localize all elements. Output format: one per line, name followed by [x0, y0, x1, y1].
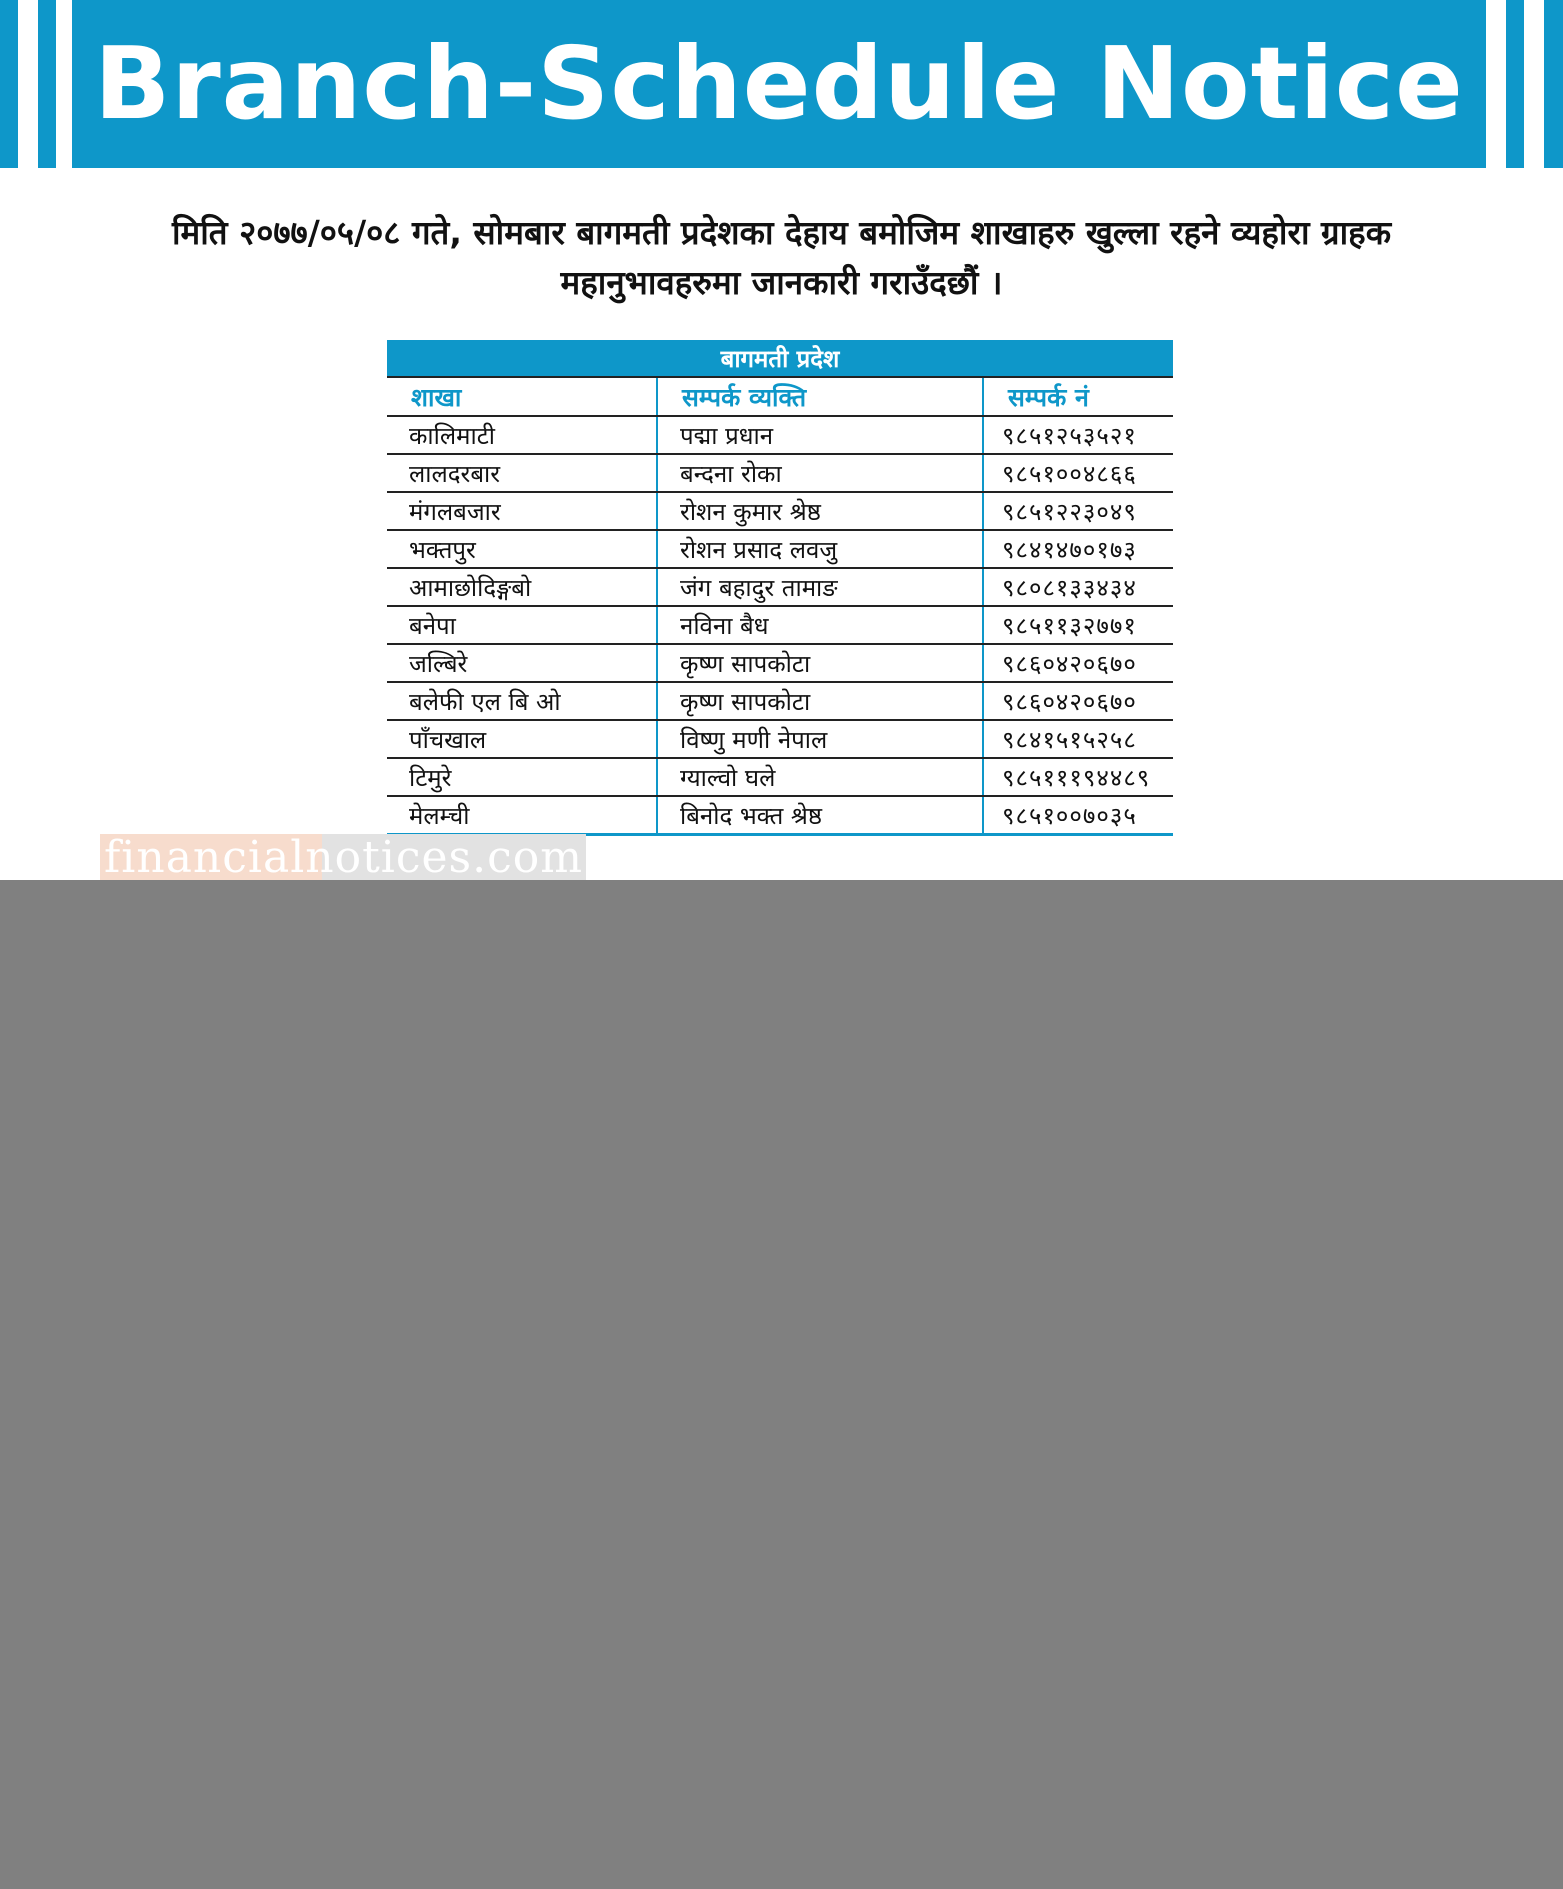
contact-person-cell: ग्याल्वो घले — [657, 758, 983, 796]
branch-cell: लालदरबार — [387, 454, 657, 492]
region-row — [387, 340, 1173, 377]
contact-number-cell: ९८६०४२०६७० — [983, 682, 1173, 720]
left-stripe-inner — [38, 0, 56, 168]
table-row — [387, 568, 1173, 606]
table-row — [387, 530, 1173, 568]
contact-number-cell: ९८५१२२३०४९ — [983, 492, 1173, 530]
branch-cell: पाँचखाल — [387, 720, 657, 758]
contact-person-cell: विष्णु मणी नेपाल — [657, 720, 983, 758]
contact-person-cell: रोशन प्रसाद लवजु — [657, 530, 983, 568]
column-header-contact-person: सम्पर्क व्यक्ति — [657, 377, 983, 416]
branch-cell: मंगलबजार — [387, 492, 657, 530]
table-row — [387, 720, 1173, 758]
contact-number-cell: ९८५१११९४४८९ — [983, 758, 1173, 796]
contact-person-cell: कृष्ण सापकोटा — [657, 682, 983, 720]
contact-number-cell: ९८६०४२०६७० — [983, 644, 1173, 682]
branch-cell: भक्तपुर — [387, 530, 657, 568]
contact-person-cell: बन्दना रोका — [657, 454, 983, 492]
page-title: Branch-Schedule Notice — [94, 25, 1464, 142]
intro-line-1: मिति २०७७/०५/०८ गते, सोमबार बागमती प्रदेशका देहाय बमोजिम शाखाहरु खुल्ला रहने व्यहोरा ग्राहक — [171, 213, 1392, 252]
contact-person-cell: रोशन कुमार श्रेष्ठ — [657, 492, 983, 530]
contact-person-cell: बिनोद भक्त श्रेष्ठ — [657, 796, 983, 835]
table-row — [387, 758, 1173, 796]
branch-cell: मेलम्ची — [387, 796, 657, 835]
watermark-text: financialnotices.com — [104, 832, 583, 880]
contact-person-cell: पद्मा प्रधान — [657, 416, 983, 454]
contact-person-cell: नविना बैध — [657, 606, 983, 644]
branch-cell: आमाछोदिङ्गबो — [387, 568, 657, 606]
left-stripe-outer — [0, 0, 18, 168]
table-row — [387, 416, 1173, 454]
right-stripe-inner — [1506, 0, 1524, 168]
column-header-contact-no: सम्पर्क नं — [983, 377, 1173, 416]
table-row — [387, 644, 1173, 682]
contact-number-cell: ९८५११३२७७१ — [983, 606, 1173, 644]
branch-cell: बनेपा — [387, 606, 657, 644]
contact-number-cell: ९८५१२५३५२१ — [983, 416, 1173, 454]
intro-paragraph — [60, 208, 1503, 308]
column-header-branch: शाखा — [387, 377, 657, 416]
table-row — [387, 682, 1173, 720]
contact-person-cell: कृष्ण सापकोटा — [657, 644, 983, 682]
table-body — [387, 416, 1173, 835]
contact-number-cell: ९८५१००४८६६ — [983, 454, 1173, 492]
table-row — [387, 606, 1173, 644]
contact-number-cell: ९८५१००७०३५ — [983, 796, 1173, 835]
header-row — [387, 377, 1173, 416]
branch-cell: टिमुरे — [387, 758, 657, 796]
notice-document — [0, 0, 1563, 880]
region-heading: बागमती प्रदेश — [387, 340, 1173, 377]
contact-number-cell: ९८०८१३३४३४ — [983, 568, 1173, 606]
branch-cell: बलेफी एल बि ओ — [387, 682, 657, 720]
intro-line-2: महानुभावहरुमा जानकारी गराउँदछौं । — [560, 263, 1003, 302]
branch-schedule-table — [387, 340, 1173, 836]
table-row — [387, 454, 1173, 492]
table-row — [387, 796, 1173, 835]
contact-number-cell: ९८४१५१५२५८ — [983, 720, 1173, 758]
branch-cell: जल्बिरे — [387, 644, 657, 682]
branch-cell: कालिमाटी — [387, 416, 657, 454]
contact-number-cell: ९८४१४७०१७३ — [983, 530, 1173, 568]
right-stripe-outer — [1544, 0, 1563, 168]
title-banner — [72, 0, 1486, 168]
contact-person-cell: जंग बहादुर तामाङ — [657, 568, 983, 606]
table-row — [387, 492, 1173, 530]
